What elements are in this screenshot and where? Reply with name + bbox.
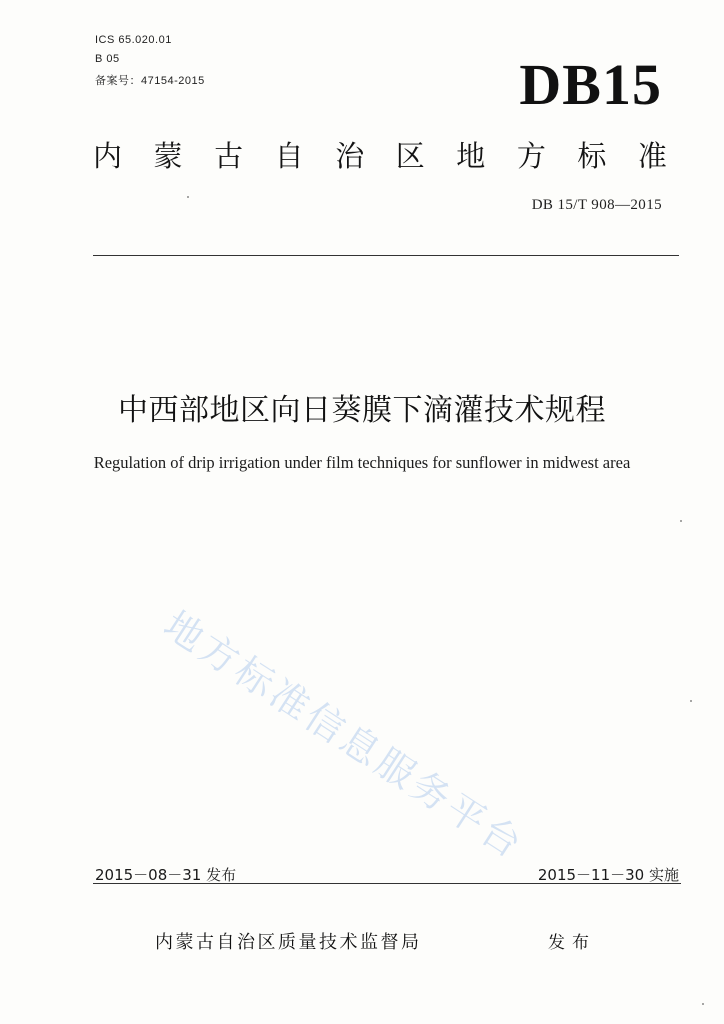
record-number: 备案号：47154-2015 [95,75,205,87]
watermark: 地方标准信息服务平台 [156,602,533,869]
standard-type-char: 区 [395,139,425,173]
document-title-chinese: 中西部地区向日葵膜下滴灌技术规程 [118,393,606,428]
standard-type-char: 标 [577,139,607,173]
standard-type-char: 方 [516,139,546,173]
standard-type-char: 古 [214,139,244,173]
ics-code: ICS 65.020.01 [95,34,172,46]
ccs-code: B 05 [95,53,120,65]
db-code-logo: DB15 [519,52,662,117]
standard-type-char: 自 [274,139,304,173]
standard-type-char: 地 [456,139,486,173]
bottom-divider [93,883,681,884]
top-divider [93,255,679,256]
issuing-authority: 内蒙古自治区质量技术监督局 [155,932,422,953]
standard-type-char: 蒙 [153,139,183,173]
standard-type-char: 内 [93,139,123,173]
scan-speck [702,1003,704,1005]
issue-label: 发布 [548,933,596,953]
standard-number: DB 15/T 908—2015 [531,197,662,213]
issue-date: 2015－08－31 发布 [95,866,237,884]
standard-type-char: 治 [335,139,365,173]
document-title-english: Regulation of drip irrigation under film techniques for sunflower in midwest area [93,453,631,472]
standard-type-char: 准 [637,139,667,173]
scan-speck [690,700,692,702]
implementation-date: 2015－11－30 实施 [537,866,679,884]
scan-speck [680,520,682,522]
standard-type-heading [93,138,667,174]
scan-speck [187,196,189,198]
